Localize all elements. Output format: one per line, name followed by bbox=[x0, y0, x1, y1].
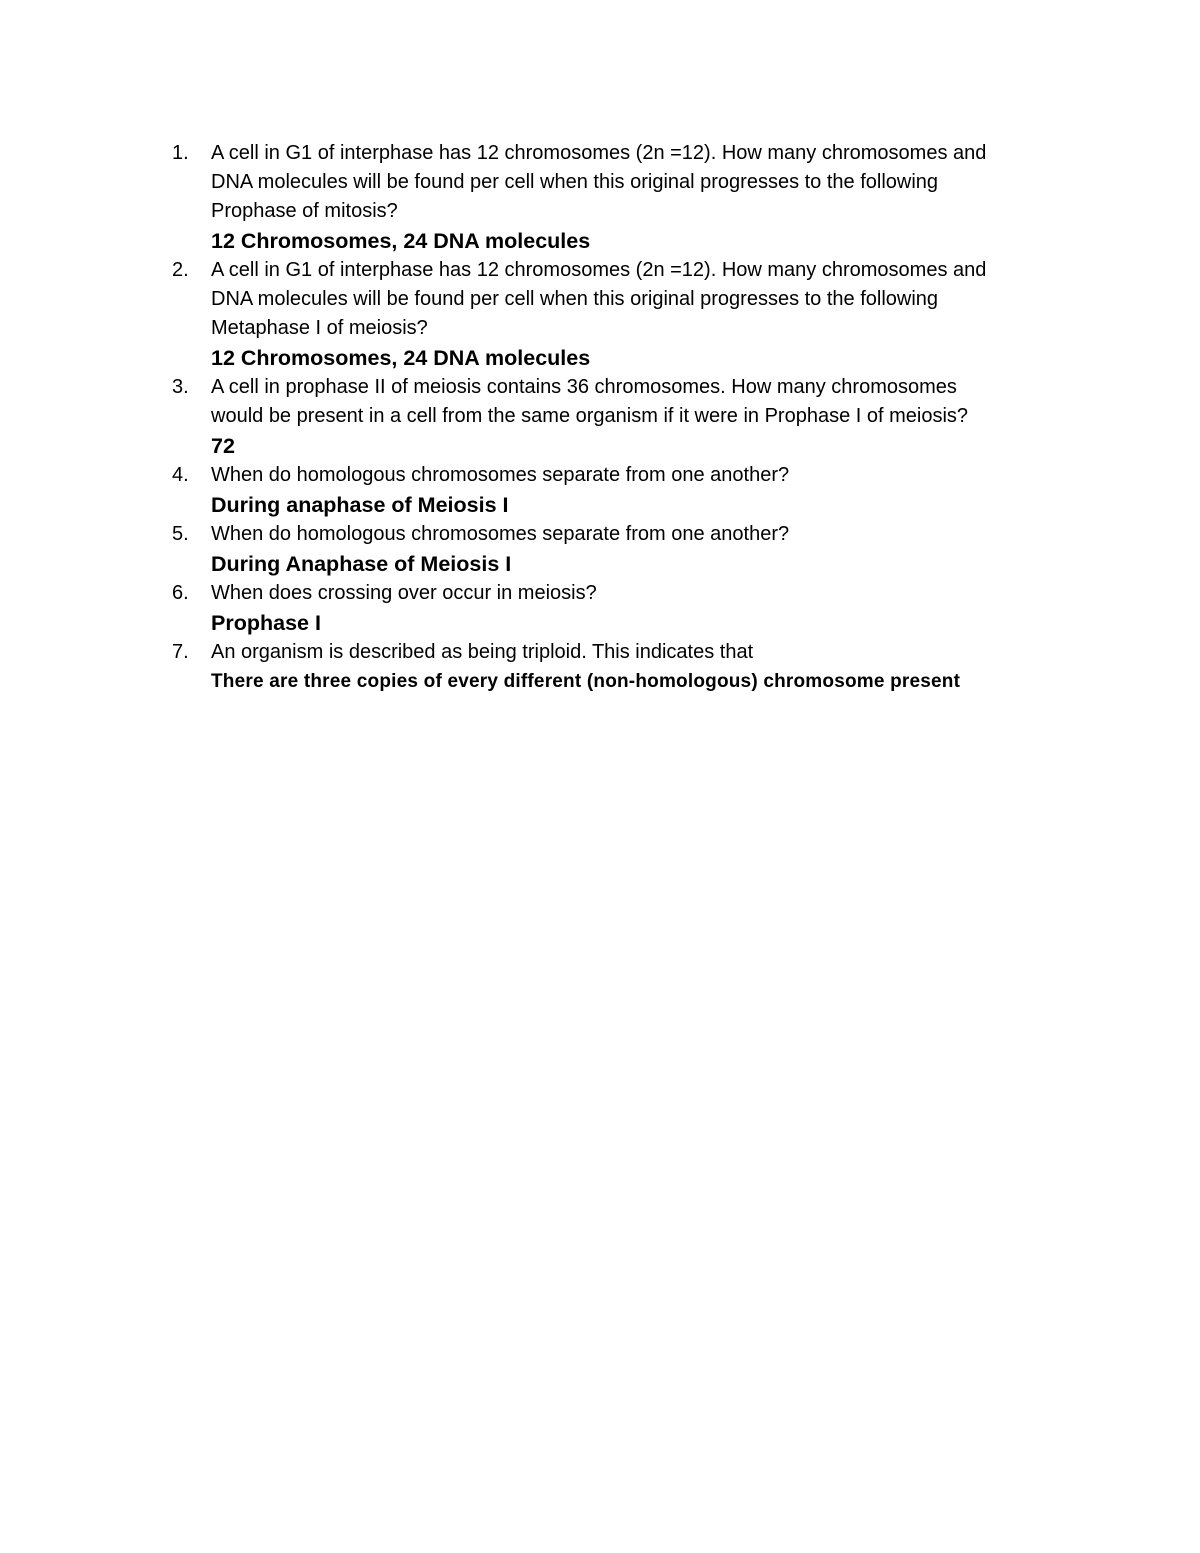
item-number: 4. bbox=[172, 464, 189, 486]
item-number: 2. bbox=[172, 259, 189, 281]
item-number: 3. bbox=[172, 376, 189, 398]
list-item bbox=[172, 579, 1072, 638]
item-number: 6. bbox=[172, 582, 189, 604]
item-number: 5. bbox=[172, 523, 189, 545]
question-line: A cell in G1 of interphase has 12 chromosomes (2n =12). How many chromosomes and bbox=[211, 142, 987, 164]
question-line: DNA molecules will be found per cell when this original progresses to the following bbox=[211, 288, 939, 310]
list-item bbox=[172, 638, 1072, 696]
question-line: A cell in prophase II of meiosis contains 36 chromosomes. How many chromosomes bbox=[211, 376, 957, 398]
answer-text: 72 bbox=[211, 434, 235, 458]
question-line: An organism is described as being triploid. This indicates that bbox=[211, 641, 754, 663]
answer-text: There are three copies of every different (non-homologous) chromosome present bbox=[211, 671, 961, 692]
question-text bbox=[211, 256, 1072, 343]
answer-text: 12 Chromosomes, 24 DNA molecules bbox=[211, 229, 591, 253]
list-item bbox=[172, 461, 1072, 520]
list-item bbox=[172, 139, 1072, 256]
item-number: 1. bbox=[172, 142, 189, 164]
list-item bbox=[172, 520, 1072, 579]
question-line: When do homologous chromosomes separate from one another? bbox=[211, 464, 790, 486]
question-line: A cell in G1 of interphase has 12 chromosomes (2n =12). How many chromosomes and bbox=[211, 259, 987, 281]
question-text bbox=[211, 139, 1072, 226]
item-number: 7. bbox=[172, 641, 189, 663]
question-list bbox=[172, 139, 1072, 696]
answer-text: During anaphase of Meiosis I bbox=[211, 493, 509, 517]
question-line: Metaphase I of meiosis? bbox=[211, 317, 428, 339]
question-text bbox=[211, 579, 1072, 608]
answer-text: During Anaphase of Meiosis I bbox=[211, 552, 512, 576]
question-text bbox=[211, 461, 1072, 490]
question-line: When does crossing over occur in meiosis? bbox=[211, 582, 597, 604]
question-text bbox=[211, 638, 1072, 667]
question-text bbox=[211, 373, 1072, 431]
question-line: When do homologous chromosomes separate from one another? bbox=[211, 523, 790, 545]
list-item bbox=[172, 256, 1072, 373]
question-text bbox=[211, 520, 1072, 549]
question-line: Prophase of mitosis? bbox=[211, 200, 398, 222]
question-line: DNA molecules will be found per cell when this original progresses to the following bbox=[211, 171, 939, 193]
answer-text: Prophase I bbox=[211, 611, 321, 635]
answer-text: 12 Chromosomes, 24 DNA molecules bbox=[211, 346, 591, 370]
question-line: would be present in a cell from the same organism if it were in Prophase I of meiosis? bbox=[211, 405, 969, 427]
list-item bbox=[172, 373, 1072, 461]
